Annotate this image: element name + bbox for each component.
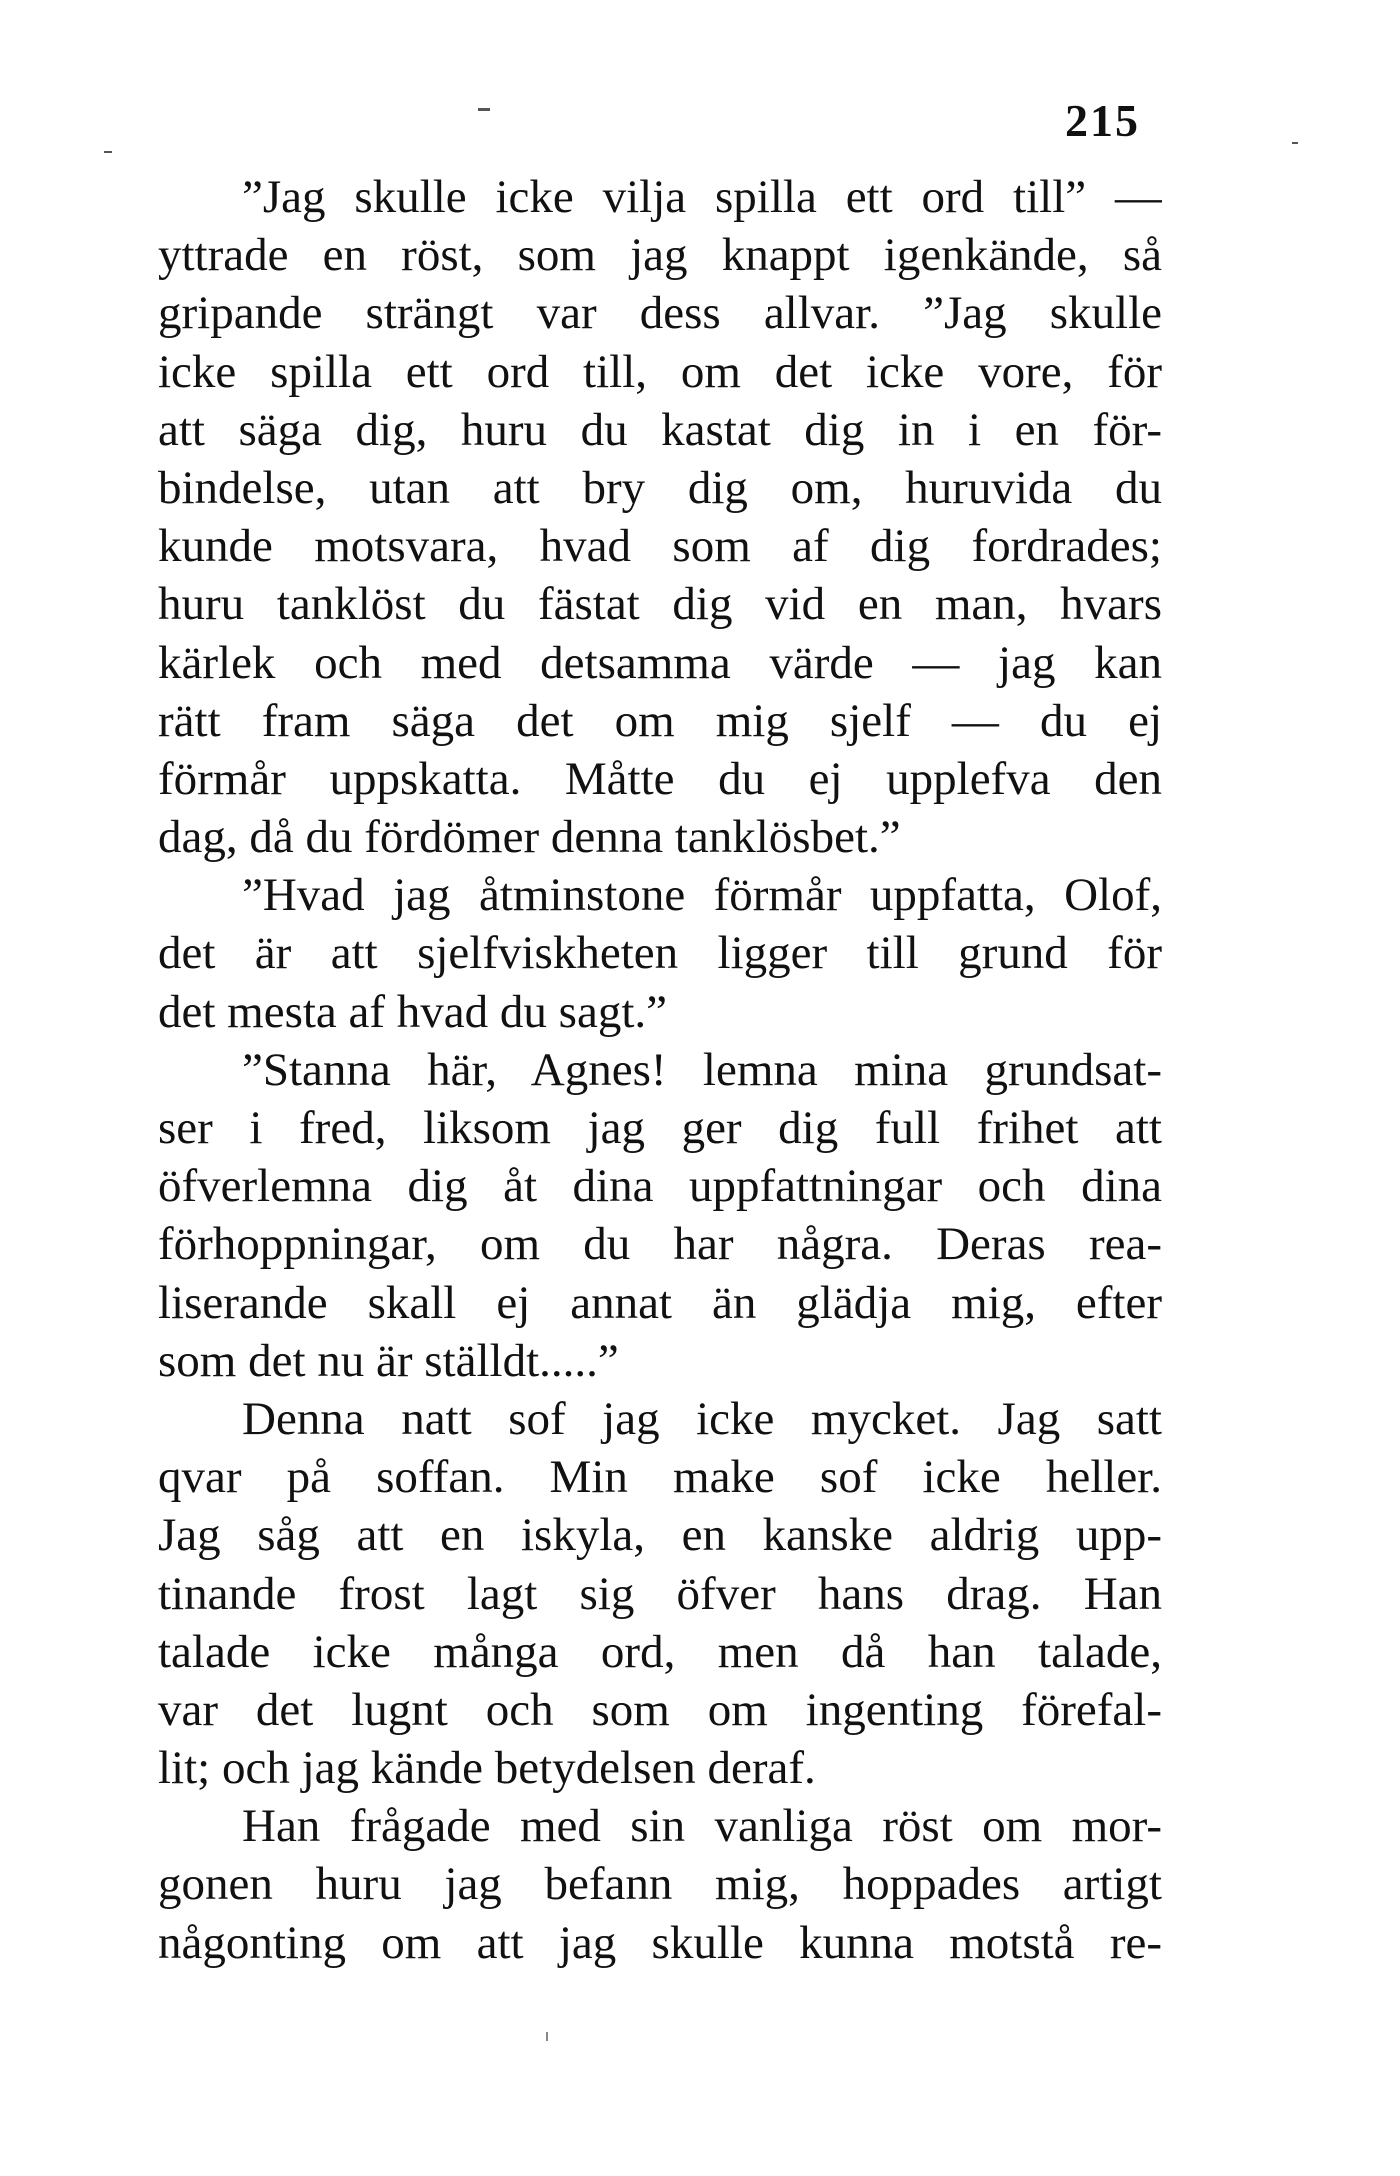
text-line: som det nu är ställdt.....”	[158, 1334, 619, 1387]
text-line: ”Hvad jag åtminstone förmår uppfatta, Olof,	[242, 869, 1162, 922]
text-line: förmår uppskatta. Måtte du ej upplefva den	[158, 752, 1162, 805]
text-line: liserande skall ej annat än glädja mig, efter	[158, 1276, 1162, 1329]
text-line: icke spilla ett ord till, om det icke vore, för	[158, 345, 1162, 398]
text-line: öfverlemna dig åt dina uppfattningar och dina	[158, 1160, 1162, 1213]
text-line: Jag såg att en iskyla, en kanske aldrig upp-	[158, 1509, 1162, 1562]
text-line: ”Jag skulle icke vilja spilla ett ord till” —	[242, 171, 1162, 223]
page-number: 215	[1065, 95, 1140, 146]
text-line: kärlek och med detsamma värde — jag kan	[158, 636, 1162, 689]
text-line: förhoppningar, om du har några. Deras rea-	[158, 1218, 1162, 1271]
text-line: gripande strängt var dess allvar. ”Jag skulle	[158, 287, 1162, 340]
text-line: Han frågade med sin vanliga röst om mor-	[242, 1800, 1162, 1853]
print-speck	[1292, 142, 1298, 144]
text-line: bindelse, utan att bry dig om, huruvida du	[158, 461, 1162, 514]
text-line: tinande frost lagt sig öfver hans drag. Han	[158, 1567, 1162, 1620]
text-line: kunde motsvara, hvad som af dig fordrades;	[158, 520, 1162, 573]
text-line: Denna natt sof jag icke mycket. Jag satt	[242, 1392, 1162, 1445]
text-line: qvar på soffan. Min make sof icke heller.	[158, 1451, 1162, 1504]
text-line: huru tanklöst du fästat dig vid en man, hvars	[158, 578, 1162, 631]
text-line: ”Stanna här, Agnes! lemna mina grundsat-	[242, 1043, 1162, 1096]
print-speck	[104, 151, 112, 153]
text-line: gonen huru jag befann mig, hoppades artigt	[158, 1858, 1162, 1911]
text-line: rätt fram säga det om mig sjelf — du ej	[158, 694, 1162, 747]
print-speck	[478, 108, 490, 111]
body-text	[158, 168, 1162, 1972]
text-line: att säga dig, huru du kastat dig in i en för-	[158, 403, 1162, 456]
text-line: ser i fred, liksom jag ger dig full frihet att	[158, 1102, 1162, 1154]
text-line: yttrade en röst, som jag knappt igenkände, så	[158, 229, 1162, 282]
text-line: det är att sjelfviskheten ligger till grund för	[158, 927, 1162, 980]
text-line: dag, då du fördömer denna tanklösbet.”	[158, 811, 901, 864]
text-line: var det lugnt och som om ingenting förefal-	[158, 1683, 1162, 1736]
print-speck	[546, 2032, 548, 2041]
text-line: talade icke många ord, men då han talade,	[158, 1625, 1162, 1678]
text-line: lit; och jag kände betydelsen deraf.	[158, 1742, 816, 1795]
text-line: det mesta af hvad du sagt.”	[158, 985, 667, 1038]
text-line: någonting om att jag skulle kunna motstå re-	[158, 1916, 1162, 1969]
